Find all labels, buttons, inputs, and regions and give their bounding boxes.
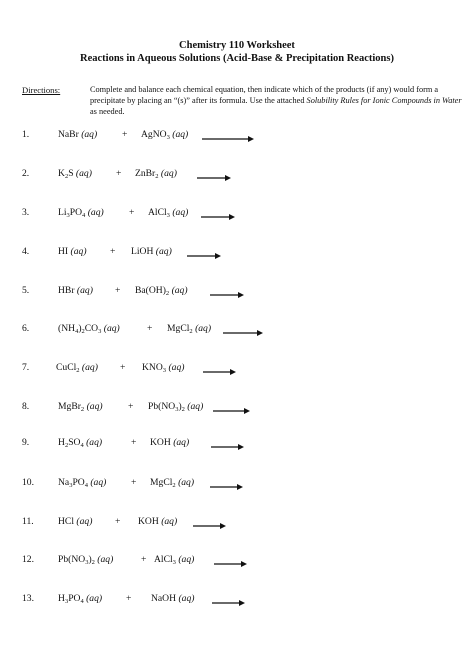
worksheet-subtitle: Reactions in Aqueous Solutions (Acid-Base & Precipitation Reactions) [80,53,394,64]
reactant-1: HCl (aq) [58,516,93,527]
problem-number: 4. [22,246,30,257]
reactant-2: AlCl$_3$ (aq) [148,207,189,219]
plus-sign: + [126,593,132,604]
problem-row [0,207,474,223]
state-aq: (aq) [160,168,177,179]
problem-row [0,362,474,378]
directions-text [90,84,462,117]
problem-number: 2. [22,168,30,179]
problem-number: 7. [22,362,30,373]
state-aq: (aq) [173,437,190,448]
directions-text-part-1: Complete and balance each chemical equation, then indicate which of the products (if any) would form a precipitate by placing an “(s)” after its formula. Use the attached [90,85,439,105]
state-aq: (aq) [168,362,185,373]
reactant-1: MgBr$_2$ (aq) [58,401,103,413]
state-aq: (aq) [70,246,87,257]
reactant-2: $Pb(NO_3)_2$ (aq) [148,401,204,413]
plus-sign: + [110,246,116,257]
problem-number: 9. [22,437,30,448]
state-aq: (aq) [172,207,189,218]
reactant-2: MgCl$_2$ (aq) [167,323,212,335]
reaction-arrow-icon [210,483,243,491]
directions-text-part-2: as needed. [90,107,125,116]
directions-label: Directions: [22,85,61,95]
reaction-arrow-icon [214,560,247,568]
state-aq: (aq) [155,246,172,257]
reactant-1: HI (aq) [58,246,87,257]
state-aq: (aq) [172,129,189,140]
state-aq: (aq) [76,516,93,527]
problem-row [0,593,474,609]
problem-number: 12. [22,554,34,565]
reaction-arrow-icon [193,522,226,530]
reactant-1: $H_3PO_4$ (aq) [58,593,103,605]
plus-sign: + [115,285,121,296]
state-aq: (aq) [76,285,93,296]
problem-number: 11. [22,516,34,527]
problem-row [0,246,474,262]
state-aq: (aq) [195,323,212,334]
reactant-2: AlCl$_3$ (aq) [154,554,195,566]
state-aq: (aq) [161,516,178,527]
reactant-2: MgCl$_2$ (aq) [150,477,195,489]
reactant-1: $Li_3PO_4$ (aq) [58,207,104,219]
reactant-1: $K_2S$ (aq) [58,168,92,180]
plus-sign: + [128,401,134,412]
problem-number: 5. [22,285,30,296]
reaction-arrow-icon [197,174,231,182]
problem-number: 13. [22,593,34,604]
state-aq: (aq) [178,593,195,604]
problem-row [0,401,474,417]
reactant-1: HBr (aq) [58,285,93,296]
problem-number: 6. [22,323,30,334]
reactant-2: $KNO_3$ (aq) [142,362,185,374]
state-aq: (aq) [178,554,195,565]
problem-row [0,168,474,184]
reactant-2: AgNO$_3$ (aq) [141,129,189,141]
problem-number: 1. [22,129,30,140]
reactant-1: CuCl$_2$ (aq) [56,362,98,374]
reactant-2: KOH (aq) [150,437,190,448]
directions-text-italic: Solubility Rules for Ionic Compounds in Water [306,96,462,105]
plus-sign: + [141,554,147,565]
plus-sign: + [129,207,135,218]
state-aq: (aq) [103,323,120,334]
problem-row [0,516,474,532]
plus-sign: + [116,168,122,179]
problem-row [0,437,474,453]
problem-row [0,129,474,145]
plus-sign: + [115,516,121,527]
state-aq: (aq) [90,477,107,488]
plus-sign: + [131,437,137,448]
problem-row [0,554,474,570]
reactant-2: ZnBr$_2$ (aq) [135,168,177,180]
state-aq: (aq) [86,437,103,448]
plus-sign: + [122,129,128,140]
reaction-arrow-icon [203,368,236,376]
problem-number: 3. [22,207,30,218]
reaction-arrow-icon [210,291,244,299]
problem-row [0,323,474,339]
problem-row [0,477,474,493]
reaction-arrow-icon [211,443,244,451]
reaction-arrow-icon [202,135,254,143]
problem-number: 8. [22,401,30,412]
state-aq: (aq) [81,129,98,140]
state-aq: (aq) [86,401,103,412]
reactant-1: $Na_3PO_4$ (aq) [58,477,107,489]
plus-sign: + [120,362,126,373]
reactant-1: $(NH_4)_2CO_3$ (aq) [58,323,120,335]
reactant-2: KOH (aq) [138,516,178,527]
state-aq: (aq) [187,401,204,412]
reaction-arrow-icon [223,329,263,337]
reactant-2: $Ba(OH)_2$ (aq) [135,285,188,297]
plus-sign: + [147,323,153,334]
plus-sign: + [131,477,137,488]
reactant-2: NaOH (aq) [151,593,195,604]
reactant-1: $H_2SO_4$ (aq) [58,437,103,449]
worksheet-title: Chemistry 110 Worksheet [179,40,295,51]
reaction-arrow-icon [213,407,250,415]
reactant-1: $Pb(NO_3)_2$ (aq) [58,554,114,566]
reactant-2: LiOH (aq) [131,246,172,257]
state-aq: (aq) [86,593,103,604]
reactant-1: NaBr (aq) [58,129,98,140]
state-aq: (aq) [97,554,114,565]
state-aq: (aq) [75,168,92,179]
reaction-arrow-icon [187,252,221,260]
reaction-arrow-icon [201,213,235,221]
reaction-arrow-icon [212,599,245,607]
state-aq: (aq) [87,207,104,218]
problem-row [0,285,474,301]
state-aq: (aq) [171,285,188,296]
problem-number: 10. [22,477,34,488]
state-aq: (aq) [81,362,98,373]
state-aq: (aq) [178,477,195,488]
